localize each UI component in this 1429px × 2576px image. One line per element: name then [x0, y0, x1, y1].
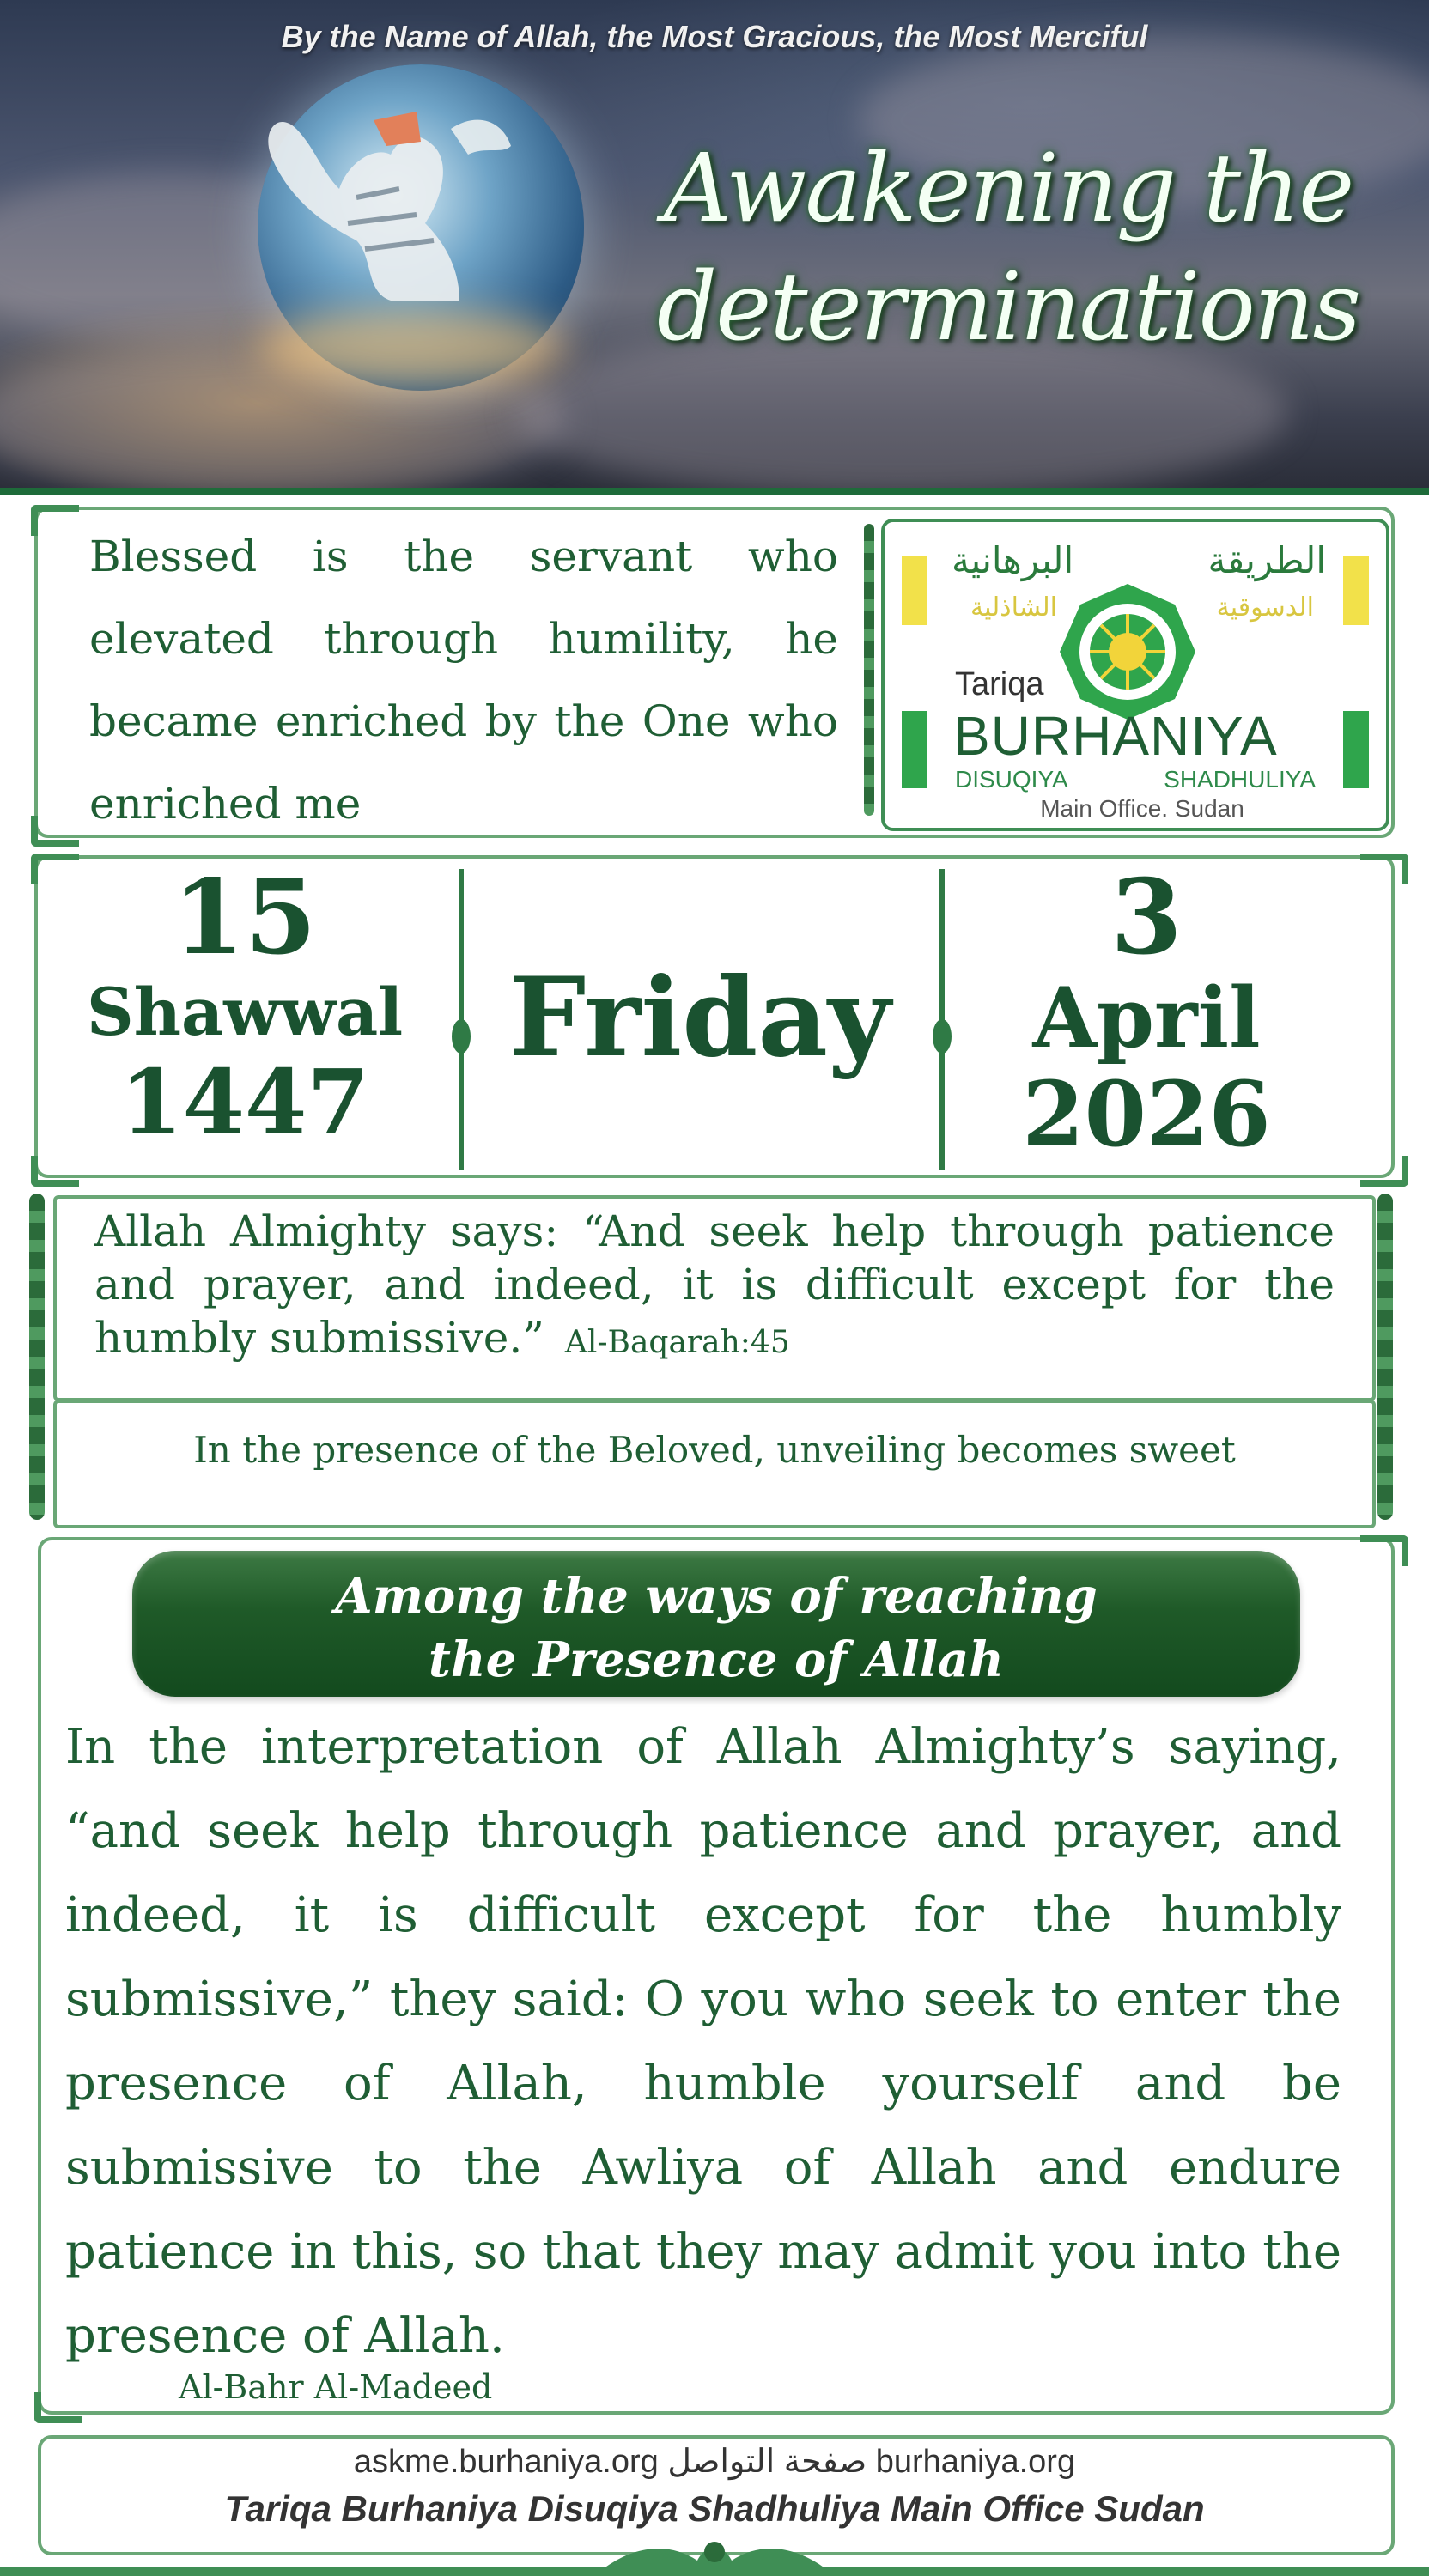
vine-ornament [29, 1194, 45, 1520]
footer-links: askme.burhaniya.org صفحة التواصل burhaniya.org [353, 2444, 1076, 2480]
logo-tariqa: Tariqa [955, 666, 1044, 702]
greg-month: April [1032, 969, 1261, 1066]
frame-corner-ornament [34, 2392, 82, 2423]
banner-title-line2: determinations [656, 252, 1360, 361]
saying-text: Blessed is the servant who elevated through humility, he became enriched by the One who enriched me [89, 532, 838, 829]
logo-emblem-icon [1055, 579, 1201, 725]
interpretation-text: In the interpretation of Allah Almighty’s saying, “and seek help through patience and prayer, and indeed, it is difficult except for the humbly submissive,” they said: O you who seek to enter the presence of Allah, humble yourself and be submissive to the Awliya of Allah and endure patience in this, so that they may admit you into the presence of Allah. [65, 1719, 1341, 2364]
header-banner [0, 0, 1429, 491]
source-citation: Al-Bahr Al-Madeed [179, 2368, 493, 2406]
weekday: Friday [508, 954, 891, 1081]
dervish-figure-image [245, 94, 528, 309]
frame-corner-ornament [31, 1156, 79, 1187]
vine-divider [864, 524, 874, 816]
subline-text: In the presence of the Beloved, unveiling becomes sweet [193, 1429, 1236, 1471]
banner-divider [0, 488, 1429, 495]
section-heading-line2: the Presence of Allah [429, 1631, 1004, 1688]
basmala-text: By the Name of Allah, the Most Gracious, the Most Merciful [281, 19, 1148, 54]
logo-shadhuliya: SHADHULIYA [1164, 766, 1316, 793]
frame-corner-ornament [31, 505, 79, 536]
sunset-glow [258, 309, 567, 386]
bottom-strip [0, 2567, 1429, 2576]
logo-subtitle [955, 766, 1316, 793]
vine-ornament [1377, 1194, 1393, 1520]
hijri-month: Shawwal [86, 974, 404, 1050]
banner-title-line1: Awakening the [663, 133, 1353, 243]
logo-burhaniya: BURHANIYA [953, 705, 1278, 767]
frame-corner-ornament [1360, 1535, 1408, 1566]
hijri-year: 1447 [120, 1049, 369, 1155]
gregorian-date [953, 857, 1340, 1167]
banner-title [639, 129, 1377, 366]
logo-green-bar [1343, 711, 1369, 788]
date-divider [939, 869, 945, 1170]
section-heading [132, 1564, 1300, 1692]
greg-day: 3 [1110, 857, 1183, 978]
logo-arabic-burhaniya: البرهانية [952, 539, 1074, 581]
logo-yellow-bar [902, 556, 927, 625]
logo-green-bar [902, 711, 927, 788]
frame-corner-ornament [1360, 1156, 1408, 1187]
section-heading-line1: Among the ways of reaching [335, 1568, 1098, 1625]
logo-arabic-shadhuliya: الشاذلية [970, 592, 1058, 623]
quote-reference: Al-Baqarah:45 [564, 1325, 790, 1360]
quran-quote [94, 1205, 1335, 1370]
tariqa-logo [881, 519, 1389, 831]
hijri-date [43, 857, 447, 1155]
date-divider [459, 869, 464, 1170]
logo-arabic-tariqa: الطريقة [1207, 539, 1326, 581]
quote-text: Allah Almighty says: “And seek help through patience and prayer, and indeed, it is difficult except for the humbly submissive.” [94, 1206, 1335, 1363]
footer-organization: Tariqa Burhaniya Disuqiya Shadhuliya Main Office Sudan [224, 2488, 1205, 2529]
logo-arabic-dasuqiya: الدسوقية [1216, 592, 1314, 623]
logo-disuqiya: DISUQIYA [955, 766, 1068, 793]
logo-yellow-bar [1343, 556, 1369, 625]
frame-corner-ornament [31, 816, 79, 847]
hijri-day: 15 [173, 857, 317, 978]
frame-corner-ornament [1360, 854, 1408, 884]
greg-year: 2026 [1022, 1061, 1271, 1167]
logo-office: Main Office. Sudan [1040, 795, 1244, 822]
